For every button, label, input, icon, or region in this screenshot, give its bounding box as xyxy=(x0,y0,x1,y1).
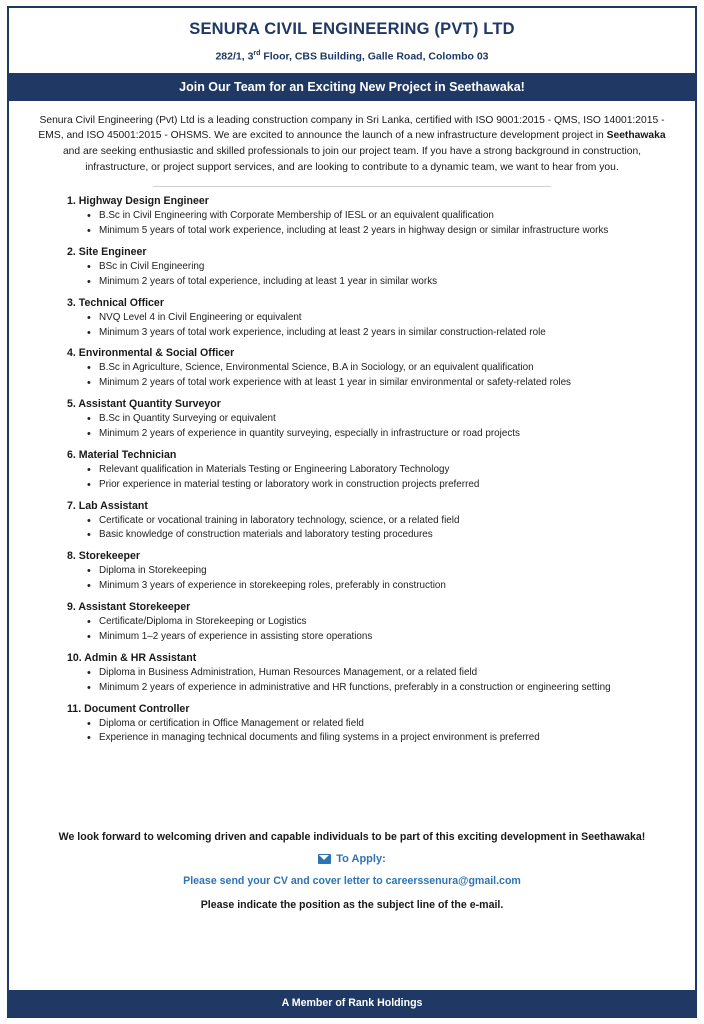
position-title: 1. Highway Design Engineer xyxy=(67,195,209,208)
requirement-item: • Minimum 2 years of experience in administrative and HR functions, preferably in a construction or engineering setting xyxy=(87,681,671,696)
requirement-item: • BSc in Civil Engineering xyxy=(87,260,671,275)
position-requirements xyxy=(67,209,671,239)
company-address xyxy=(19,50,685,63)
address-pre: 282/1, 3 xyxy=(215,50,254,63)
section-divider xyxy=(153,186,551,187)
closing-statement: We look forward to welcoming driven and capable individuals to be part of this exciting development in Seethawaka! xyxy=(58,830,646,843)
intro-part-1: Senura Civil Engineering (Pvt) Ltd is a leading construction company in Sri Lanka, certified with ISO 9001:2015 - QMS, ISO 14001:2015 - EMS, and ISO 45001:2015 - OHSMS. We are excited to announce the launch of a new infrastructure development project in xyxy=(38,114,665,142)
intro-paragraph xyxy=(9,101,695,183)
requirement-item: • Experience in managing technical documents and filing systems in a project environment is preferred xyxy=(87,731,671,746)
requirement-item: • Certificate/Diploma in Storekeeping or Logistics xyxy=(87,615,671,630)
position-title: 3. Technical Officer xyxy=(67,296,164,309)
position-title: 7. Lab Assistant xyxy=(67,499,148,512)
mail-icon xyxy=(318,854,331,864)
position-title: 4. Environmental & Social Officer xyxy=(67,347,235,360)
requirement-item: • Basic knowledge of construction materials and laboratory testing procedures xyxy=(87,528,671,543)
requirement-item: • Diploma in Storekeeping xyxy=(87,564,671,579)
requirement-item: • Minimum 2 years of experience in quantity surveying, especially in infrastructure or road projects xyxy=(87,427,671,442)
document-frame xyxy=(7,6,697,1018)
position-item xyxy=(67,449,671,493)
position-requirements xyxy=(67,260,671,290)
position-requirements xyxy=(67,412,671,442)
company-header xyxy=(9,8,695,73)
requirement-item: • B.Sc in Agriculture, Science, Environmental Science, B.A in Sociology, or an equivalent qualification xyxy=(87,361,671,376)
position-requirements xyxy=(67,514,671,544)
position-item xyxy=(67,500,671,544)
position-title: 11. Document Controller xyxy=(67,702,190,715)
address-ordinal-suffix: rd xyxy=(253,50,261,57)
position-title: 8. Storekeeper xyxy=(67,550,141,563)
position-requirements xyxy=(67,311,671,341)
address-post: Floor, CBS Building, Galle Road, Colombo 03 xyxy=(260,50,489,63)
footer-band: A Member of Rank Holdings xyxy=(9,990,695,1016)
requirement-item: • Relevant qualification in Materials Testing or Engineering Laboratory Technology xyxy=(87,463,671,478)
positions-list xyxy=(9,189,695,822)
requirement-item: • Certificate or vocational training in laboratory technology, science, or a related field xyxy=(87,514,671,529)
position-item xyxy=(67,297,671,341)
position-title: 2. Site Engineer xyxy=(67,246,147,259)
position-title: 6. Material Technician xyxy=(67,448,177,461)
company-name: SENURA CIVIL ENGINEERING (PVT) LTD xyxy=(189,20,515,38)
position-item xyxy=(67,550,671,594)
apply-heading-label: To Apply: xyxy=(336,852,386,865)
requirement-item: • Prior experience in material testing or laboratory work in construction projects preferred xyxy=(87,478,671,493)
requirement-item: • Minimum 1–2 years of experience in assisting store operations xyxy=(87,630,671,645)
apply-heading xyxy=(318,853,386,865)
position-requirements xyxy=(67,463,671,493)
position-requirements xyxy=(67,717,671,747)
position-requirements xyxy=(67,666,671,696)
position-item xyxy=(67,398,671,442)
requirement-item: • B.Sc in Quantity Surveying or equivalent xyxy=(87,412,671,427)
position-item xyxy=(67,601,671,645)
subject-line-note: Please indicate the position as the subject line of the e-mail. xyxy=(200,898,504,911)
requirement-item: • Diploma in Business Administration, Human Resources Management, or a related field xyxy=(87,666,671,681)
requirement-item: • Minimum 2 years of total work experience with at least 1 year in similar environmental or safety-related roles xyxy=(87,376,671,391)
position-requirements xyxy=(67,361,671,391)
position-requirements xyxy=(67,615,671,645)
position-item xyxy=(67,195,671,239)
apply-instruction[interactable]: Please send your CV and cover letter to careerssenura@gmail.com xyxy=(183,874,521,887)
requirement-item: • Minimum 3 years of total work experience, including at least 2 years in similar construction-related role xyxy=(87,326,671,341)
position-item xyxy=(67,652,671,696)
position-requirements xyxy=(67,564,671,594)
requirement-item: • NVQ Level 4 in Civil Engineering or equivalent xyxy=(87,311,671,326)
requirement-item: • Minimum 3 years of experience in storekeeping roles, preferably in construction xyxy=(87,579,671,594)
position-item xyxy=(67,703,671,747)
position-title: 9. Assistant Storekeeper xyxy=(67,601,191,614)
intro-part-2: and are seeking enthusiastic and skilled professionals to join our project team. If you have a strong background in construction, infrastructure, or project support services, and are looking to contribute to a dynamic team, we want to hear from you. xyxy=(62,146,642,174)
requirement-item: • Minimum 5 years of total work experience, including at least 2 years in highway design or similar infrastructure works xyxy=(87,224,671,239)
requirement-item: • B.Sc in Civil Engineering with Corporate Membership of IESL or an equivalent qualification xyxy=(87,209,671,224)
position-title: 5. Assistant Quantity Surveyor xyxy=(67,398,221,411)
position-title: 10. Admin & HR Assistant xyxy=(67,651,197,664)
announcement-banner: Join Our Team for an Exciting New Project in Seethawaka! xyxy=(9,73,695,101)
requirement-item: • Diploma or certification in Office Management or related field xyxy=(87,717,671,732)
position-item xyxy=(67,347,671,391)
footer-spacer xyxy=(9,921,695,990)
intro-highlight: Seethawaka xyxy=(606,130,666,142)
apply-section xyxy=(9,845,695,889)
requirement-item: • Minimum 2 years of total experience, including at least 1 year in similar works xyxy=(87,275,671,290)
position-item xyxy=(67,246,671,290)
